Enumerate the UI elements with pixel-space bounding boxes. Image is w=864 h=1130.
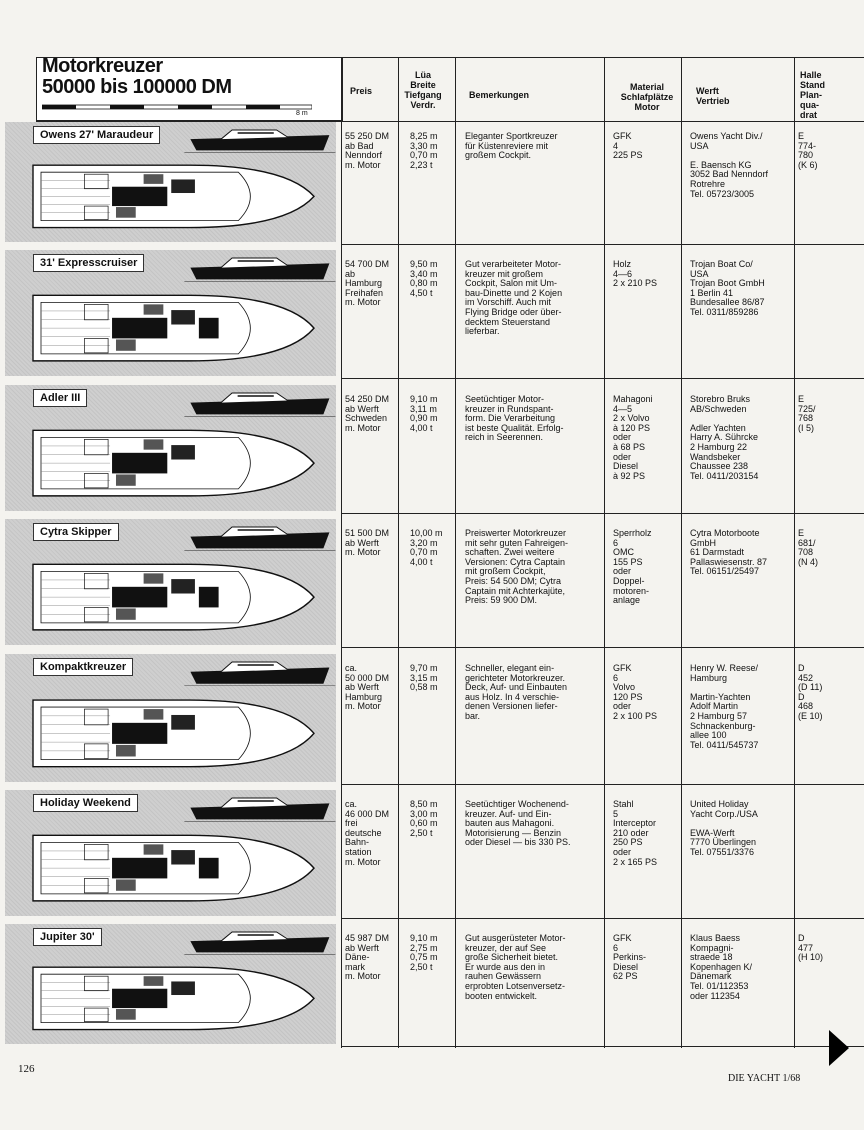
- material-cell: Stahl 5 Interceptor 210 oder 250 PS oder 2 x 165 PS: [613, 799, 658, 867]
- dimensions-cell: 8,50 m 3,00 m 0,60 m 2,50 t: [410, 799, 438, 838]
- remarks-cell: Gut verarbeiteter Motor- kreuzer mit großem Cockpit, Salon mit Um- bau-Dinette und 2 Kojen im Vorschiff. Auch mit Flying Bridge oder über- decktem Steuerstand lieferbar.: [465, 259, 563, 337]
- boat-row: [5, 519, 336, 649]
- price-cell: ca. 46 000 DM frei deutsche Bahn- station m. Motor: [345, 799, 390, 867]
- boat-image-panel: [5, 122, 336, 242]
- dimensions-cell: 9,10 m 2,75 m 0,75 m 2,50 t: [410, 933, 438, 972]
- col-preis: Preis: [350, 86, 373, 96]
- remarks-cell: Preiswerter Motorkreuzer mit sehr guten Fahreigen- schaften. Zwei weitere Versionen: Cytra Captain mit großem Cockpit, Preis: 54 500 DM; Cytra Captain mit Achterkajüte, Preis: 59 900 DM.: [465, 528, 569, 606]
- row-rule: [341, 244, 864, 245]
- boat-name: Cytra Skipper: [33, 523, 119, 541]
- scale-bar: [42, 104, 312, 110]
- boat-image-panel: [5, 654, 336, 782]
- boat-row: [5, 924, 336, 1048]
- shipyard-cell: Trojan Boat Co/ USA Trojan Boot GmbH 1 Berlin 41 Bundesallee 86/87 Tel. 0311/859286: [690, 259, 765, 317]
- page-title: [42, 56, 232, 98]
- hall-cell: E 681/ 708 (N 4): [798, 528, 818, 567]
- material-cell: Holz 4—6 2 x 210 PS: [613, 259, 658, 289]
- boat-name: Jupiter 30': [33, 928, 102, 946]
- boat-name: Adler III: [33, 389, 87, 407]
- boat-image-panel: [5, 385, 336, 511]
- boat-row: [5, 654, 336, 786]
- price-cell: 54 700 DM ab Hamburg Freihafen m. Motor: [345, 259, 390, 308]
- boat-row: [5, 122, 336, 246]
- material-cell: GFK 6 Volvo 120 PS oder 2 x 100 PS: [613, 663, 658, 721]
- magazine-footer: DIE YACHT 1/68: [728, 1073, 801, 1084]
- boat-image-panel: [5, 250, 336, 376]
- col-halle: Halle Stand Plan- qua- drat: [800, 70, 826, 120]
- price-cell: 55 250 DM ab Bad Nenndorf m. Motor: [345, 131, 390, 170]
- boat-name: Owens 27' Maraudeur: [33, 126, 160, 144]
- remarks-cell: Schneller, elegant ein- gerichteter Motorkreuzer. Deck, Auf- und Einbauten aus Holz. In 4 verschie- denen Versionen liefer- bar.: [465, 663, 568, 721]
- rule-preis: [341, 58, 342, 1048]
- rule-halle: [794, 58, 795, 1048]
- material-cell: GFK 4 225 PS: [613, 131, 643, 161]
- remarks-cell: Seetüchtiger Wochenend- kreuzer. Auf- und Ein- bauten aus Mahagoni. Motorisierung — Benzin oder Diesel — bis 330 PS.: [465, 799, 571, 848]
- remarks-cell: Seetüchtiger Motor- kreuzer in Rundspant- form. Die Verarbeitung ist beste Qualität. Erfolg- reich in Seerennen.: [465, 394, 564, 443]
- boat-row: [5, 790, 336, 920]
- shipyard-cell: Storebro Bruks AB/Schweden Adler Yachten Harry A. Sührcke 2 Hamburg 22 Wandsbeker Chaussee 238 Tel. 0411/203154: [690, 394, 759, 481]
- title-line-2: 50000 bis 100000 DM: [42, 76, 232, 98]
- boat-image-panel: [5, 519, 336, 645]
- page-number: 126: [18, 1063, 35, 1075]
- boat-image-panel: [5, 790, 336, 916]
- hall-cell: D 477 (H 10): [798, 933, 824, 963]
- rule-lua: [398, 58, 399, 1048]
- dimensions-cell: 9,70 m 3,15 m 0,58 m: [410, 663, 438, 693]
- rule-mat: [604, 58, 605, 1048]
- dimensions-cell: 10,00 m 3,20 m 0,70 m 4,00 t: [410, 528, 443, 567]
- hall-cell: D 452 (D 11) D 468 (E 10): [798, 663, 823, 721]
- dimensions-cell: 9,50 m 3,40 m 0,80 m 4,50 t: [410, 259, 438, 298]
- shipyard-cell: United Holiday Yacht Corp./USA EWA-Werft 7770 Überlingen Tel. 07551/3376: [690, 799, 758, 857]
- row-rule: [341, 784, 864, 785]
- rule-werft: [681, 58, 682, 1048]
- hall-cell: E 725/ 768 (I 5): [798, 394, 816, 433]
- material-cell: GFK 6 Perkins- Diesel 62 PS: [613, 933, 647, 982]
- next-page-arrow-icon: [829, 1030, 849, 1066]
- col-werft: Werft Vertrieb: [696, 86, 730, 106]
- price-cell: 54 250 DM ab Werft Schweden m. Motor: [345, 394, 390, 433]
- shipyard-cell: Owens Yacht Div./ USA E. Baensch KG 3052 Bad Nenndorf Rotrehre Tel. 05723/3005: [690, 131, 769, 199]
- dimensions-cell: 9,10 m 3,11 m 0,90 m 4,00 t: [410, 394, 438, 433]
- scale-label: 8 m: [296, 110, 308, 117]
- material-cell: Mahagoni 4—5 2 x Volvo à 120 PS oder à 68 PS oder Diesel à 92 PS: [613, 394, 653, 481]
- remarks-cell: Eleganter Sportkreuzer für Küstenreviere mit großem Cockpit.: [465, 131, 558, 161]
- table-top-rule: [341, 57, 864, 58]
- boat-name: Holiday Weekend: [33, 794, 138, 812]
- row-rule: [341, 918, 864, 919]
- price-cell: 45 987 DM ab Werft Däne- mark m. Motor: [345, 933, 390, 982]
- rule-bem: [455, 58, 456, 1048]
- boat-name: 31' Expresscruiser: [33, 254, 144, 272]
- boat-row: [5, 250, 336, 380]
- remarks-cell: Gut ausgerüsteter Motor- kreuzer, der auf See große Sicherheit bietet. Er wurde aus den in rauhen Gewässern erprobten Lotsenversetz- booten entwickelt.: [465, 933, 566, 1001]
- row-rule: [341, 513, 864, 514]
- shipyard-cell: Klaus Baess Kompagni- straede 18 Kopenhagen K/ Dänemark Tel. 01/112353 oder 112354: [690, 933, 753, 1001]
- col-bemerkungen: Bemerkungen: [469, 90, 530, 100]
- dimensions-cell: 8,25 m 3,30 m 0,70 m 2,23 t: [410, 131, 438, 170]
- shipyard-cell: Henry W. Reese/ Hamburg Martin-Yachten Adolf Martin 2 Hamburg 57 Schnackenburg- allee 100 Tel. 0411/545737: [690, 663, 759, 750]
- price-cell: ca. 50 000 DM ab Werft Hamburg m. Motor: [345, 663, 390, 712]
- row-rule: [341, 378, 864, 379]
- price-cell: 51 500 DM ab Werft m. Motor: [345, 528, 390, 558]
- boat-name: Kompaktkreuzer: [33, 658, 133, 676]
- hall-cell: E 774- 780 (K 6): [798, 131, 818, 170]
- row-rule: [341, 1046, 864, 1047]
- material-cell: Sperrholz 6 OMC 155 PS oder Doppel- motoren- anlage: [613, 528, 652, 606]
- row-rule: [341, 647, 864, 648]
- boat-image-panel: [5, 924, 336, 1044]
- col-lua: Lüa Breite Tiefgang Verdr.: [404, 70, 442, 110]
- col-material: Material Schlafplätze Motor: [620, 82, 674, 112]
- title-line-1: Motorkreuzer: [42, 55, 163, 77]
- shipyard-cell: Cytra Motorboote GmbH 61 Darmstadt Pallaswiesenstr. 87 Tel. 06151/25497: [690, 528, 768, 577]
- boat-row: [5, 385, 336, 515]
